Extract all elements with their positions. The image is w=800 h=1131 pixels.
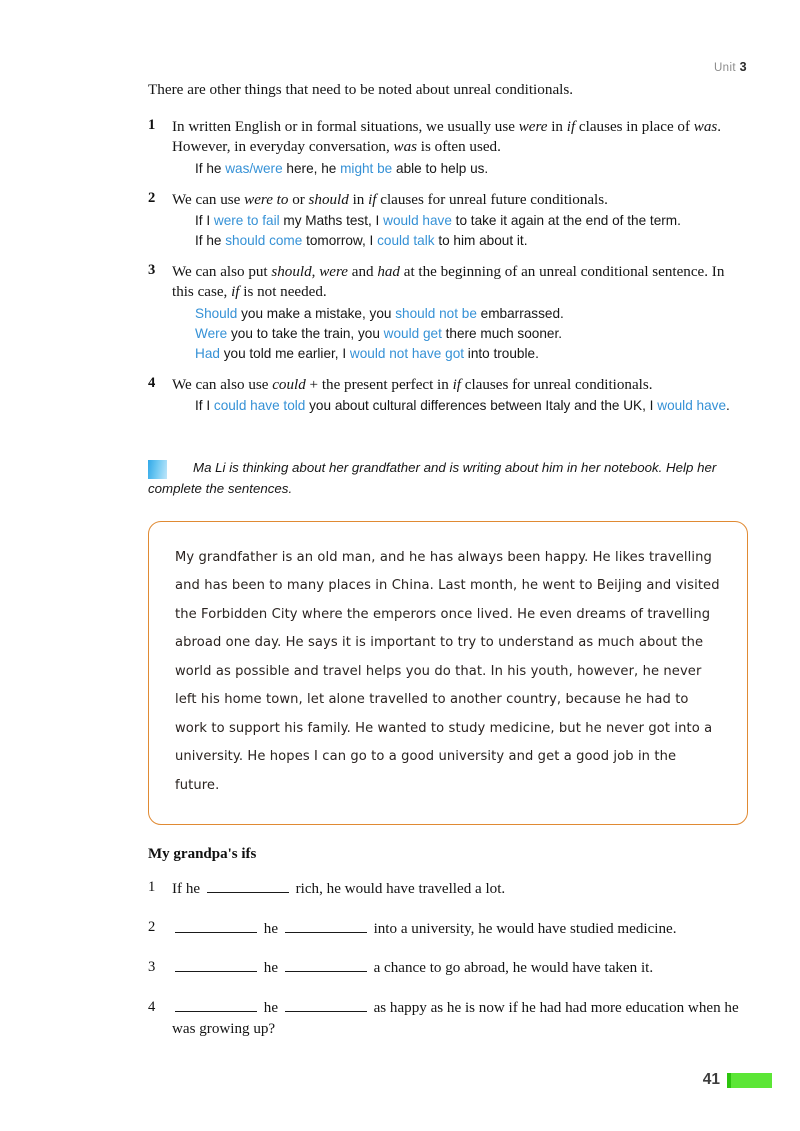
rule-text: We can use were to or should in if clauses for unreal future conditionals. [172,191,608,208]
answer-blank[interactable] [175,917,257,932]
exercise-number: 2 [148,919,156,936]
folio [703,1071,772,1089]
example-sentence: Had you told me earlier, I would not have got into trouble. [195,345,539,361]
rule-item [148,375,748,416]
answer-blank[interactable] [175,997,257,1012]
rule-item [148,117,748,179]
rule-number: 3 [148,261,156,278]
exercise-number: 4 [148,998,156,1015]
answer-blank[interactable] [285,917,367,932]
exercise-item [148,877,748,900]
unit-label: Unit [713,62,737,74]
exercise-item [148,997,748,1041]
exercise-number: 3 [148,958,156,975]
answer-blank[interactable] [285,997,367,1012]
notebook-text: My grandfather is an old man, and he has always been happy. He likes travelling and has been to many places in China. Last month, he went to Beijing and visited the Forbidden City where the emperors once lived. He even dreams of travelling abroad one day. He says it is important to try to understand as much about the world as possible and travel helps you do that. In his youth, however, he never left his home town, let alone travelled to another country, because he had to work to support his family. He wanted to study medicine, but he never got into a university. He hopes I can go to a good university and get a good job in the future. [175,549,720,793]
exercise-list [148,877,748,1040]
rule-text: We can also put should, were and had at the beginning of an unreal conditional sentence. In this case, if is not needed. [172,263,725,301]
rules-list [148,117,748,417]
task-instruction-text: Ma Li is thinking about her grandfather and is writing about him in her notebook. Help her complete the sentences. [148,460,717,496]
intro-paragraph: There are other things that need to be noted about unreal conditionals. [148,81,574,98]
answer-blank[interactable] [285,957,367,972]
rule-text: We can also use could + the present perfect in if clauses for unreal conditionals. [172,376,653,393]
exercise-sentence: he into a university, he would have studied medicine. [172,921,677,937]
exercise-item [148,957,748,980]
rule-number: 1 [148,116,156,133]
running-head [714,60,747,74]
page-number: 41 [702,1071,720,1088]
task-marker-icon [148,460,167,479]
exercise-number: 1 [148,879,156,896]
answer-blank[interactable] [207,877,289,892]
task-instruction-block [148,458,748,499]
exercise-title: My grandpa's ifs [148,846,257,863]
page-content [148,80,748,1058]
example-sentence: If he should come tomorrow, I could talk to him about it. [195,233,528,248]
exercise-sentence: he a chance to go abroad, he would have taken it. [172,960,653,976]
example-sentence: If I were to fail my Maths test, I would have to take it again at the end of the term. [195,213,681,229]
exercise-item [148,917,748,940]
rule-item [148,262,748,364]
example-sentence: Should you make a mistake, you should not be embarrassed. [195,306,564,321]
answer-blank[interactable] [175,957,257,972]
folio-bar [727,1073,772,1088]
exercise-sentence: he as happy as he is now if he had had more education when he was growing up? [172,1000,739,1037]
rule-item [148,190,748,251]
example-sentence: If he was/were here, he might be able to help us. [195,160,489,176]
rule-text: In written English or in formal situations, we usually use were in if clauses in place of was. However, in everyday conversation, was is often used. [172,118,722,156]
rule-number: 2 [148,189,156,206]
example-sentence: If I could have told you about cultural differences between Italy and the UK, I would have. [195,398,730,414]
unit-number: 3 [739,60,747,74]
notebook-box [148,521,748,826]
rule-number: 4 [148,374,156,391]
example-sentence: Were you to take the train, you would get there much sooner. [195,325,563,341]
exercise-sentence: If he rich, he would have travelled a lot. [172,881,505,897]
